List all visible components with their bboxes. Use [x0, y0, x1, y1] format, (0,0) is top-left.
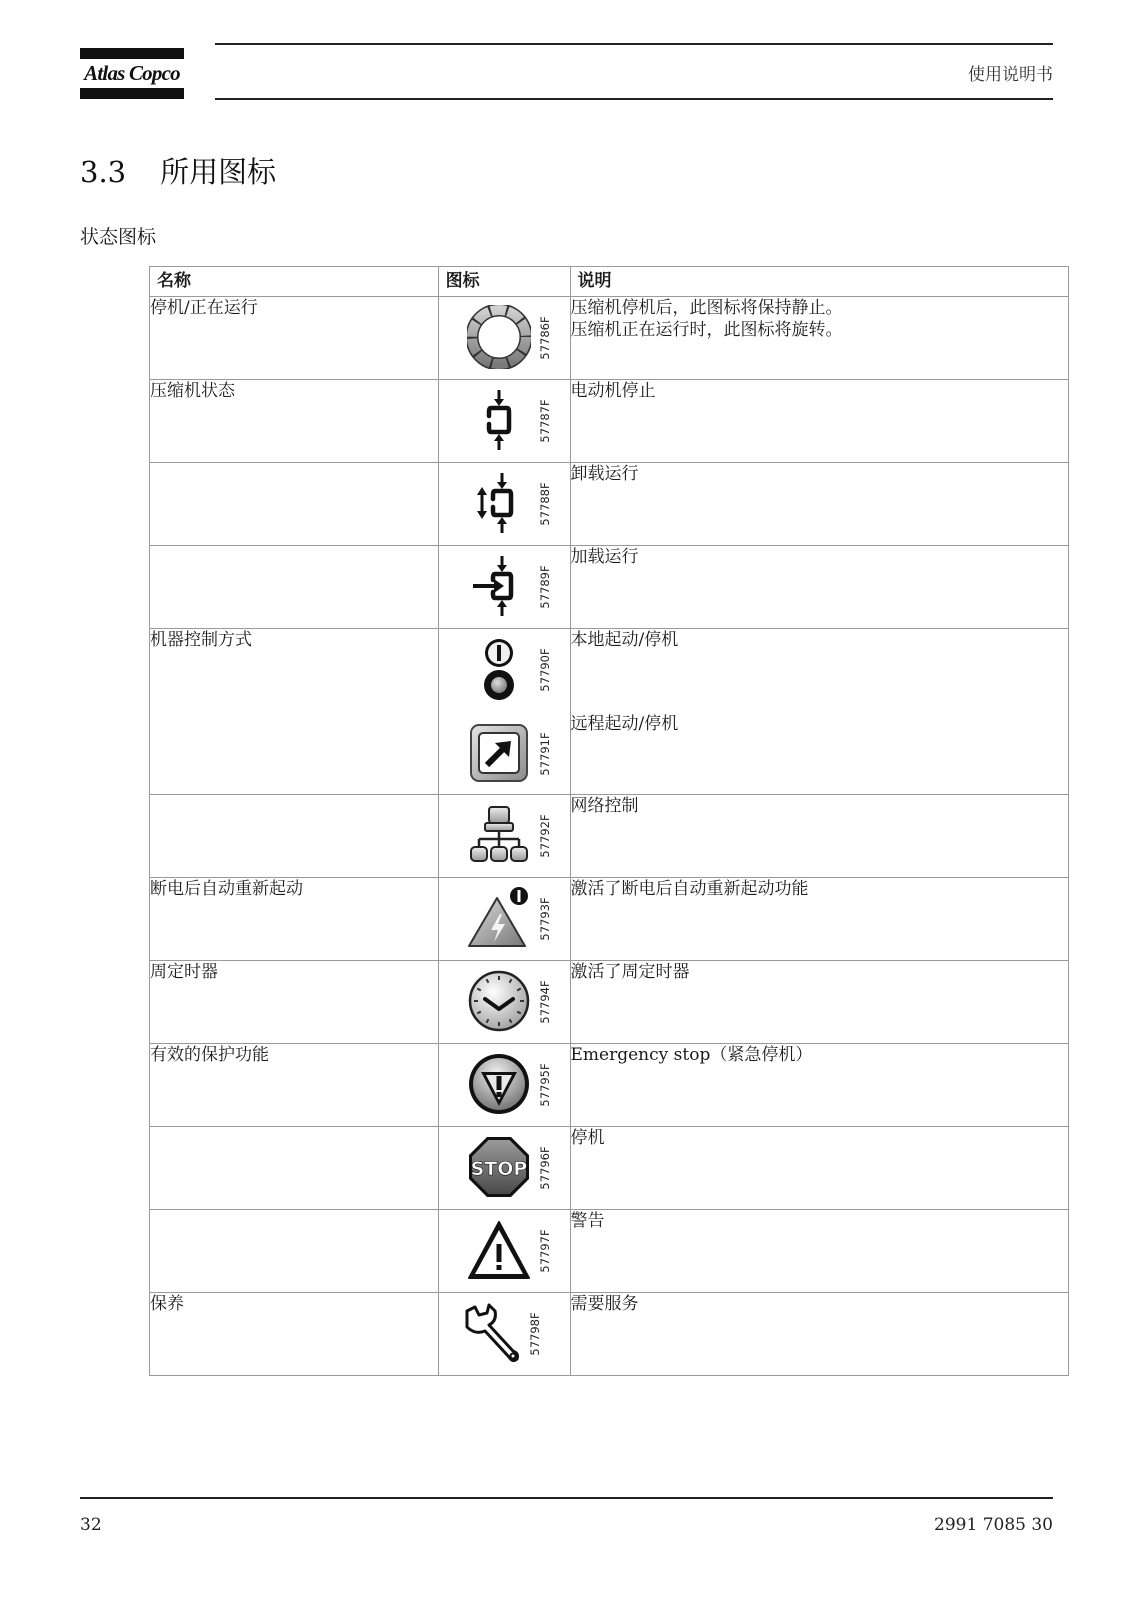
row-icon-cell	[438, 961, 570, 1044]
stop-icon	[467, 1135, 531, 1199]
document-number: 2991 7085 30	[934, 1515, 1053, 1535]
icon-code-label: 57795F	[537, 1063, 552, 1107]
row-icon-cell	[438, 546, 570, 629]
table-row	[150, 380, 1069, 463]
table-row	[150, 1210, 1069, 1293]
row-description: 激活了断电后自动重新起动功能	[570, 878, 1068, 961]
row-name: 周定时器	[150, 961, 439, 1044]
rotating-ring-icon	[467, 305, 531, 369]
wrench-icon	[461, 1301, 525, 1365]
icon-code-label: 57789F	[537, 565, 552, 609]
icon-code-label: 57791F	[537, 732, 552, 776]
row-description: 卸载运行	[570, 463, 1068, 546]
status-icon-table	[149, 266, 1069, 1376]
row-icon-cell	[438, 878, 570, 961]
icon-code-label: 57797F	[537, 1229, 552, 1273]
row-icon-cell	[438, 1293, 570, 1376]
section-title: 所用图标	[160, 155, 277, 189]
logo-bar-top	[80, 48, 184, 59]
warning-icon	[467, 1218, 531, 1282]
table-row	[150, 878, 1069, 961]
icon-code-label: 57788F	[537, 482, 552, 526]
header-rule-bottom	[215, 98, 1053, 100]
row-icon-cell	[438, 1044, 570, 1127]
header-rule-top	[215, 43, 1053, 45]
week-timer-icon	[467, 969, 531, 1033]
icon-code-label: 57798F	[527, 1312, 542, 1356]
atlas-copco-logo	[80, 48, 184, 100]
row-description: 网络控制	[570, 795, 1068, 878]
table-row	[150, 961, 1069, 1044]
remote-start-stop-icon	[467, 721, 531, 785]
loaded-running-icon	[467, 554, 531, 618]
row-description: 警告	[570, 1210, 1068, 1293]
local-start-stop-icon	[467, 637, 531, 701]
table-row	[150, 297, 1069, 380]
row-name: 压缩机状态	[150, 380, 439, 463]
footer-rule	[80, 1497, 1053, 1499]
icon-code-label: 57796F	[537, 1146, 552, 1190]
icon-code-label: 57787F	[537, 399, 552, 443]
manual-title: 使用说明书	[968, 65, 1053, 85]
row-description: 激活了周定时器	[570, 961, 1068, 1044]
section-heading	[80, 150, 276, 191]
icon-code-label: 57786F	[537, 316, 552, 360]
motor-stopped-icon	[467, 388, 531, 452]
row-description: 加载运行	[570, 546, 1068, 629]
table-row	[150, 1127, 1069, 1210]
row-icon-cell	[438, 1127, 570, 1210]
row-icon-cell	[438, 463, 570, 546]
table-row	[150, 1044, 1069, 1127]
section-number: 3.3	[80, 155, 127, 189]
emergency-stop-icon	[467, 1052, 531, 1116]
row-description: Emergency stop（紧急停机）	[570, 1044, 1068, 1127]
row-name: 停机/正在运行	[150, 297, 439, 380]
icon-code-label: 57794F	[537, 980, 552, 1024]
row-name	[150, 463, 439, 546]
row-name: 断电后自动重新起动	[150, 878, 439, 961]
unloaded-running-icon	[467, 471, 531, 535]
row-name: 保养	[150, 1293, 439, 1376]
icon-code-label: 57792F	[537, 814, 552, 858]
logo-bar-bottom	[80, 88, 184, 99]
row-name: 有效的保护功能	[150, 1044, 439, 1127]
section-subtitle: 状态图标	[80, 226, 157, 248]
header-description: 说明	[570, 267, 1068, 297]
table-row	[150, 546, 1069, 629]
page-number: 32	[80, 1515, 102, 1535]
network-control-icon	[467, 803, 531, 867]
row-description: 电动机停止	[570, 380, 1068, 463]
row-name	[150, 795, 439, 878]
icon-code-label: 57793F	[537, 897, 552, 941]
row-name	[150, 546, 439, 629]
table-row	[150, 1293, 1069, 1376]
row-icon-cell	[438, 629, 570, 795]
table-row	[150, 463, 1069, 546]
row-icon-cell	[438, 795, 570, 878]
table-row	[150, 795, 1069, 878]
svg-text:STOP: STOP	[470, 1158, 528, 1180]
logo-text: Atlas Copco	[84, 61, 180, 85]
header-name: 名称	[150, 267, 439, 297]
row-description: 需要服务	[570, 1293, 1068, 1376]
icon-code-label: 57790F	[537, 648, 552, 692]
table-header-row	[150, 267, 1069, 297]
row-icon-cell	[438, 1210, 570, 1293]
table-row	[150, 629, 1069, 795]
row-name	[150, 1127, 439, 1210]
row-name	[150, 1210, 439, 1293]
row-name: 机器控制方式	[150, 629, 439, 795]
row-description: 本地起动/停机 远程起动/停机	[570, 629, 1068, 795]
row-description: 压缩机停机后，此图标将保持静止。 压缩机正在运行时，此图标将旋转。	[570, 297, 1068, 380]
row-description: 停机	[570, 1127, 1068, 1210]
header-icon: 图标	[438, 267, 570, 297]
row-icon-cell	[438, 297, 570, 380]
row-icon-cell	[438, 380, 570, 463]
auto-restart-icon	[467, 886, 531, 950]
